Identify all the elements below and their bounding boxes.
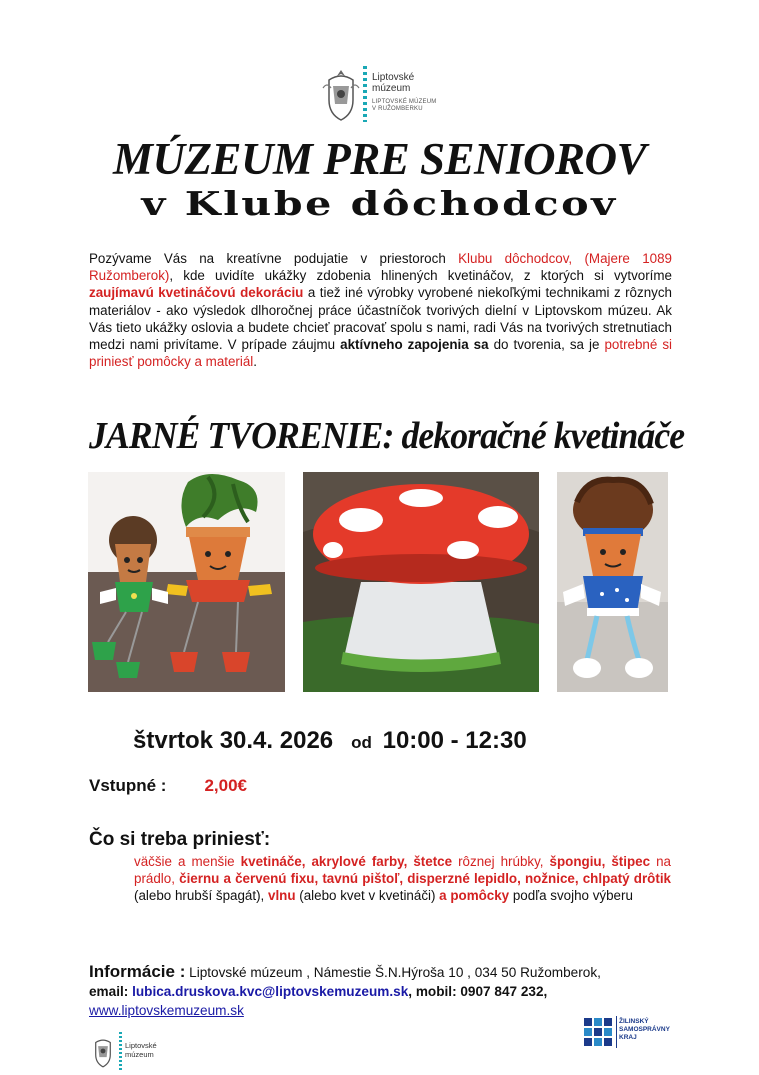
intro-bold: aktívneho zapojenia sa xyxy=(340,337,489,353)
bring-text: rôznej hrúbky, xyxy=(452,854,550,869)
logo-sub-line2: V RUŽOMBERKU xyxy=(372,106,423,112)
zsk-line1: ŽILINSKÝ xyxy=(619,1018,649,1025)
intro-highlight: zaujímavú kvetináčovú dekoráciu xyxy=(89,285,304,301)
bring-text: (alebo hrubší špagát), xyxy=(134,888,268,904)
bring-item: vlnu xyxy=(268,888,296,904)
workshop-heading: JARNÉ TVORENIE: dekoračné kvetináče xyxy=(89,415,685,457)
contact-info xyxy=(89,962,679,1020)
intro-text: , kde uvidíte ukážky zdobenia hlinených kvetináčov, z ktorých si vytvoríme xyxy=(169,268,672,284)
zsk-logo xyxy=(582,1014,674,1050)
intro-venue: Klubu dôchodcov, (Majere 1089 Ružomberok) xyxy=(89,251,672,284)
footer-museum-logo xyxy=(90,1032,170,1070)
intro-text: do tvorenia, sa je xyxy=(488,337,605,353)
zsk-line3: KRAJ xyxy=(619,1034,637,1041)
mobile-number: , mobil: 0907 847 232, xyxy=(408,984,548,999)
bring-list xyxy=(134,853,671,905)
logo-sub-line1: LIPTOVSKÉ MÚZEUM xyxy=(372,99,437,105)
intro-text: . xyxy=(253,354,258,370)
photo-pot-figures xyxy=(88,472,285,692)
main-title: MÚZEUM PRE SENIOROV xyxy=(112,134,647,184)
photo-toadstool xyxy=(303,472,539,692)
fee-label: Vstupné : xyxy=(89,776,167,795)
bring-text: na prádlo, xyxy=(134,854,672,887)
website-link[interactable]: www.liptovskemuzeum.sk xyxy=(89,1003,244,1018)
sub-title: v Klube dôchodcov xyxy=(141,184,618,223)
event-time: 10:00 - 12:30 xyxy=(382,727,527,754)
info-address: Liptovské múzeum , Námestie Š.N.Hýroša 10 , 034 50 Ružomberok, xyxy=(185,965,601,980)
footer-logo-line1: Liptovské xyxy=(125,1041,157,1050)
zsk-divider xyxy=(616,1016,617,1048)
event-date: štvrtok 30.4. 2026 xyxy=(133,727,334,754)
logo-dots xyxy=(363,66,367,122)
event-datetime xyxy=(133,727,527,755)
email-link[interactable]: lubica.druskova.kvc@liptovskemuzeum.sk xyxy=(132,984,409,999)
info-label: Informácie : xyxy=(89,962,186,981)
zsk-emblem-icon xyxy=(582,1016,614,1048)
bring-text: väčšie a menšie xyxy=(134,854,241,869)
intro-materials: potrebné si priniesť pomôcky a materiál xyxy=(89,337,673,370)
fee-value: 2,00€ xyxy=(204,776,247,795)
bring-item: špongiu, štipec xyxy=(549,854,651,869)
bring-item: kvetináče, akrylové farby, štetce xyxy=(240,854,453,869)
footer-logo-line2: múzeum xyxy=(125,1050,154,1059)
bring-text: podľa svojho výberu xyxy=(509,888,633,904)
intro-text: a tiež iné výrobky vyrobené niekoľkými technikami z rôznych materiálov - ako výsledok dlhoročnej práce účastníčok tvorivých dielní v Liptovskom múzeu. Ak Vás tieto ukážky oslovia a budete chcieť pracovať spolu s nami, radi Vás na tvorivých stretnutiach medzi nami privítame. V prípade záujmu xyxy=(89,285,672,353)
bring-item: čiernu a červenú fixu, tavnú pištoľ, disperzné lepidlo, nožnice, chlpatý drôtik xyxy=(179,871,671,887)
footer-crest-icon xyxy=(90,1034,116,1068)
footer-logo-dots xyxy=(119,1032,122,1070)
zsk-line2: SAMOSPRÁVNY xyxy=(619,1026,670,1033)
logo-name-line2: múzeum xyxy=(372,83,411,94)
bring-item: a pomôcky xyxy=(439,888,510,904)
intro-text: Pozývame Vás na kreatívne podujatie v priestoroch xyxy=(89,251,459,266)
bring-heading: Čo si treba priniesť: xyxy=(89,829,271,850)
museum-logo xyxy=(321,66,451,124)
email-label: email: xyxy=(89,984,133,999)
bring-text: (alebo kvet v kvetináči) xyxy=(295,888,440,904)
intro-paragraph xyxy=(89,250,672,370)
event-od: od xyxy=(351,733,372,752)
admission-fee xyxy=(89,776,247,796)
photo-yarn-hair-figure xyxy=(557,472,668,692)
logo-name-line1: Liptovské xyxy=(372,72,415,83)
museum-crest-icon xyxy=(321,66,361,122)
